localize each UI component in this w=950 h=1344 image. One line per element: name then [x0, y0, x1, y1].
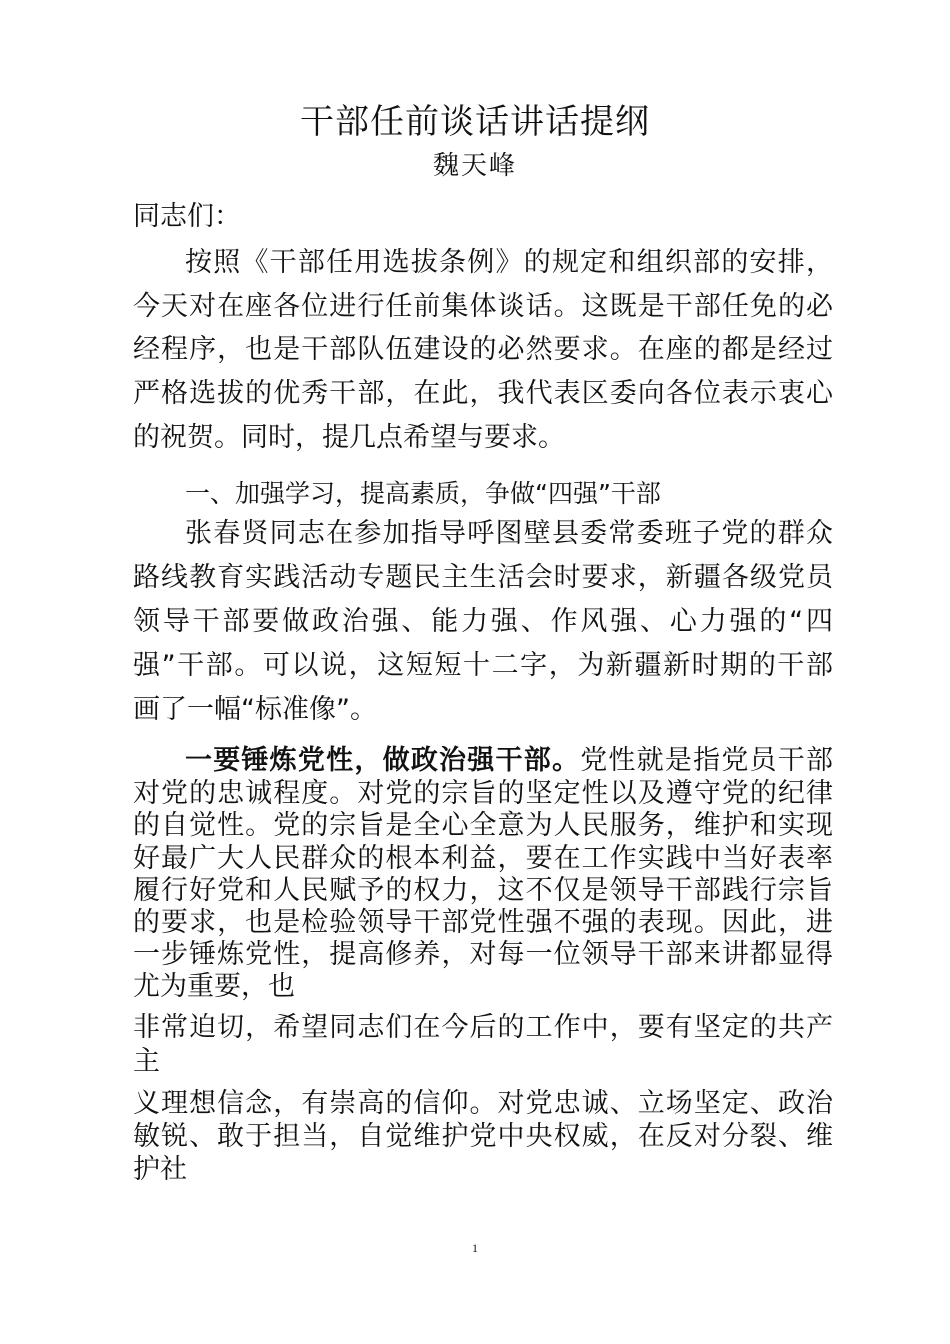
para3-line-2: 对党的忠诚程度。对党的宗旨的坚定性以及遵守党的纪律 [133, 778, 833, 809]
para3-bold-lead: 一要锤炼党性，做政治强干部。 [185, 745, 581, 776]
para4-line-2: 主 [133, 1046, 160, 1077]
salutation: 同志们： [133, 201, 241, 232]
para5-line-3: 护社 [133, 1154, 187, 1185]
page-number: 1 [472, 1241, 478, 1255]
para3-line-8: 尤为重要，也 [133, 971, 295, 1002]
intro-line-5: 的祝贺。同时，提几点希望与要求。 [133, 422, 565, 453]
para2-line-5: 画了一幅“标准像”。 [133, 694, 377, 725]
intro-line-4: 严格选拔的优秀干部，在此，我代表区委向各位表示衷心 [133, 378, 833, 409]
para2-line-3: 领导干部要做政治强、能力强、作风强、心力强的“四 [133, 606, 833, 637]
para2-line-1: 张春贤同志在参加指导呼图壁县委常委班子党的群众 [185, 518, 833, 549]
para5-line-1: 义理想信念，有崇高的信仰。对党忠诚、立场坚定、政治 [133, 1088, 833, 1119]
intro-line-1: 按照《干部任用选拔条例》的规定和组织部的安排， [185, 247, 833, 278]
para3-line-7: 一步锤炼党性，提高修养，对每一位领导干部来讲都显得 [133, 939, 833, 970]
para3-line-3: 的自觉性。党的宗旨是全心全意为人民服务，维护和实现 [133, 810, 833, 841]
intro-line-3: 经程序，也是干部队伍建设的必然要求。在座的都是经过 [133, 334, 833, 365]
para2-line-2: 路线教育实践活动专题民主生活会时要求，新疆各级党员 [133, 562, 833, 593]
para3-line-6: 的要求，也是检验领导干部党性强不强的表现。因此，进 [133, 907, 833, 938]
document-title: 干部任前谈话讲话提纲 [300, 102, 650, 142]
para4-line-1: 非常迫切，希望同志们在今后的工作中，要有坚定的共产 [133, 1012, 833, 1043]
section-heading: 一、加强学习，提高素质，争做“四强”干部 [185, 479, 661, 508]
para3-line-5: 履行好党和人民赋予的权力，这不仅是领导干部践行宗旨 [133, 875, 833, 906]
para2-line-4: 强”干部。可以说，这短短十二字，为新疆新时期的干部 [133, 650, 833, 681]
para3-line-4: 好最广大人民群众的根本利益，要在工作实践中当好表率 [133, 843, 833, 874]
para3-line-1-rest: 党性就是指党员干部 [580, 745, 833, 776]
para5-line-2: 敏锐、敢于担当，自觉维护党中央权威，在反对分裂、维 [133, 1121, 833, 1152]
document-author: 魏天峰 [432, 151, 517, 181]
intro-line-2: 今天对在座各位进行任前集体谈话。这既是干部任免的必 [133, 291, 833, 322]
